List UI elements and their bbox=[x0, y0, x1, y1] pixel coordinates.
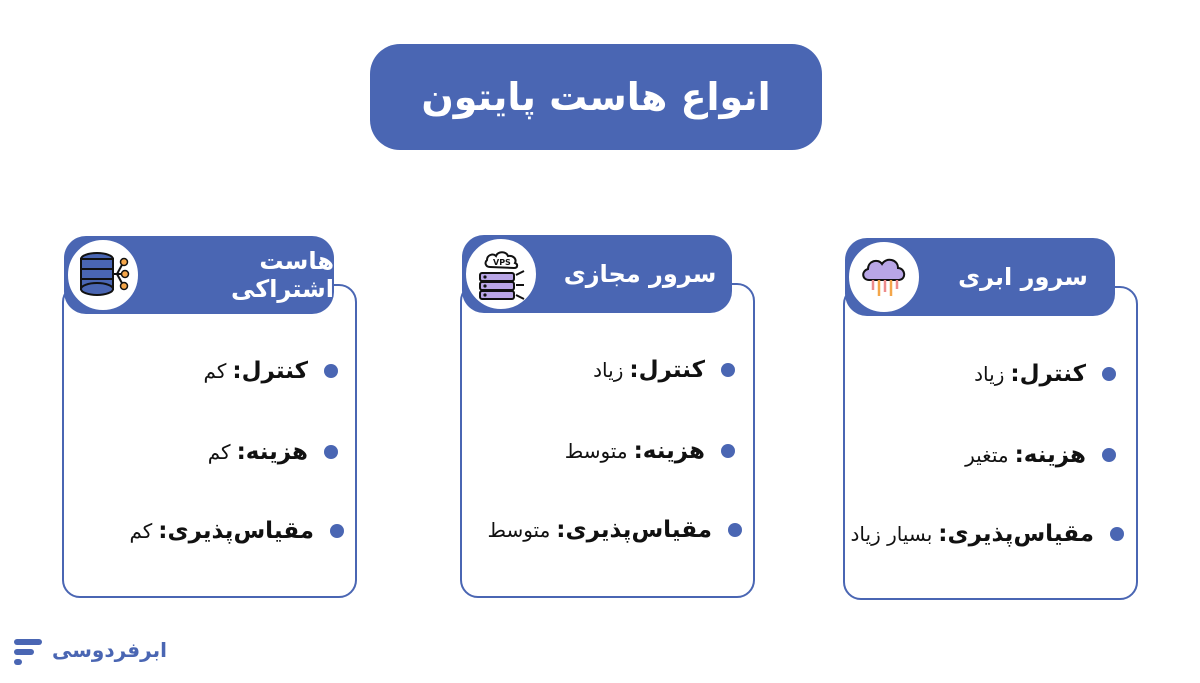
bullet-icon bbox=[1110, 527, 1124, 541]
brand-mark-icon bbox=[12, 634, 46, 668]
card-title: سرور ابری bbox=[958, 263, 1088, 291]
item-value: متوسط bbox=[487, 518, 551, 542]
bullet-icon bbox=[1102, 367, 1116, 381]
item-key: کنترل: bbox=[1010, 361, 1086, 387]
shared-cost-item bbox=[208, 439, 338, 465]
database-network-icon bbox=[64, 236, 142, 314]
bullet-icon bbox=[330, 524, 344, 538]
page-title: انواع هاست پایتون bbox=[370, 44, 822, 150]
brand-logo bbox=[12, 634, 167, 670]
item-value: بسیار زیاد bbox=[850, 522, 933, 546]
vps-scale-item bbox=[487, 517, 742, 543]
brand-name: ابرفردوسی bbox=[52, 638, 167, 662]
item-key: مقیاس‌پذیری: bbox=[938, 521, 1094, 547]
item-value: کم bbox=[207, 440, 231, 464]
shared-control-item bbox=[204, 358, 338, 384]
bullet-icon bbox=[721, 363, 735, 377]
vps-control-item bbox=[593, 357, 735, 383]
bullet-icon bbox=[1102, 448, 1116, 462]
item-key: هزینه: bbox=[633, 438, 705, 464]
cloud-control-item bbox=[974, 361, 1116, 387]
item-key: هزینه: bbox=[236, 439, 308, 465]
shared-scale-item bbox=[129, 518, 344, 544]
bullet-icon bbox=[728, 523, 742, 537]
bullet-icon bbox=[324, 364, 338, 378]
item-value: کم bbox=[129, 519, 153, 543]
item-key: هزینه: bbox=[1014, 442, 1086, 468]
bullet-icon bbox=[721, 444, 735, 458]
cloud-scale-item bbox=[851, 521, 1124, 547]
item-value: کم bbox=[203, 359, 227, 383]
item-value: زیاد bbox=[974, 362, 1005, 386]
card-title: هاست اشتراکی bbox=[230, 247, 334, 303]
item-key: کنترل: bbox=[629, 357, 705, 383]
item-key: کنترل: bbox=[232, 358, 308, 384]
cloud-cost-item bbox=[965, 442, 1116, 468]
vps-server-icon bbox=[462, 235, 540, 313]
card-title: سرور مجازی bbox=[563, 260, 717, 288]
cloud-icon bbox=[845, 238, 923, 316]
item-value: متوسط bbox=[564, 439, 628, 463]
item-value: متغیر bbox=[965, 443, 1009, 467]
item-key: مقیاس‌پذیری: bbox=[158, 518, 314, 544]
vps-cost-item bbox=[565, 438, 735, 464]
item-value: زیاد bbox=[593, 358, 624, 382]
item-key: مقیاس‌پذیری: bbox=[556, 517, 712, 543]
vps-label: VPS bbox=[493, 258, 511, 267]
bullet-icon bbox=[324, 445, 338, 459]
